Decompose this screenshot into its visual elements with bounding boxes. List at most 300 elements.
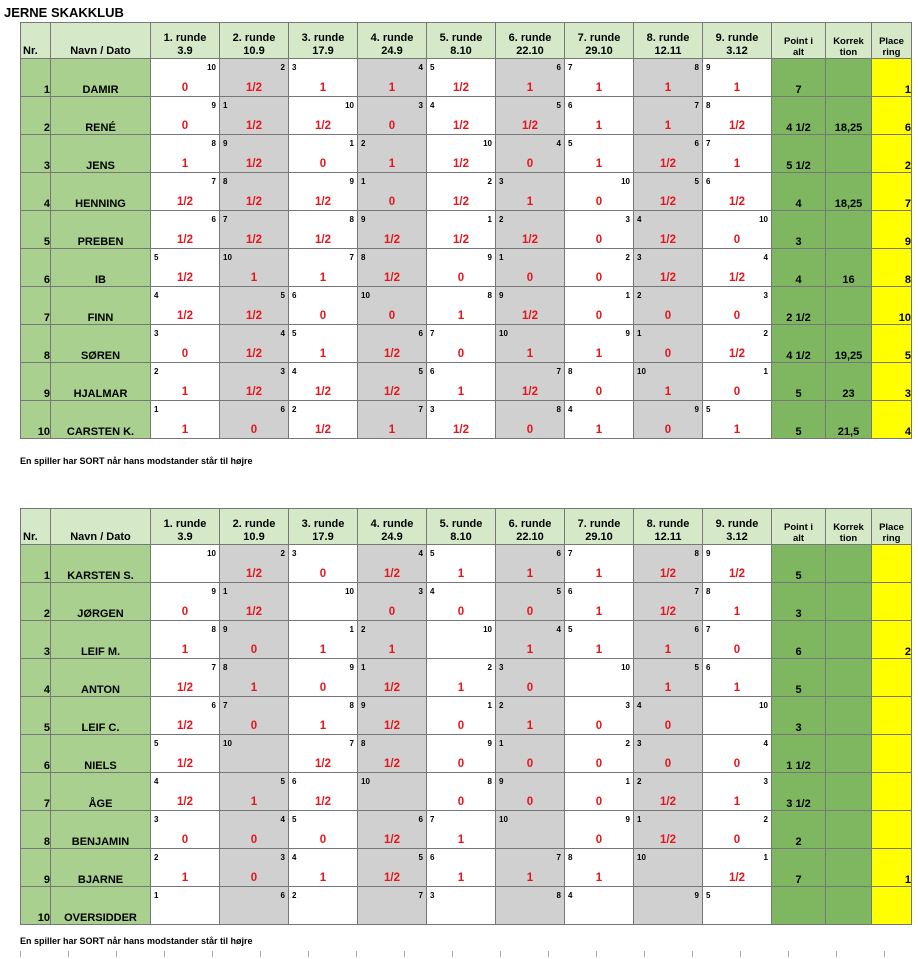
total-points (772, 887, 826, 925)
placering (872, 811, 912, 849)
opponent-number: 6 (568, 101, 573, 110)
round-result-cell (151, 735, 220, 773)
header-nr: Nr. (21, 23, 51, 59)
opponent-number: 3 (154, 815, 159, 824)
opponent-number: 5 (430, 549, 435, 558)
opponent-number: 3 (292, 549, 297, 558)
header-korrektion-line: tion (839, 533, 858, 544)
game-result: 1/2 (660, 272, 676, 284)
game-result: 1/2 (522, 234, 538, 246)
korrektion (826, 287, 872, 325)
korrektion: 23 (826, 363, 872, 401)
opponent-number: 3 (292, 63, 297, 72)
round-result-cell (634, 363, 703, 401)
round-result-cell (634, 545, 703, 583)
opponent-number: 7 (430, 329, 435, 338)
opponent-number: 7 (418, 405, 423, 414)
round-result-cell (427, 773, 496, 811)
game-result: 1/2 (246, 158, 262, 170)
round-result-cell (358, 401, 427, 439)
round-result-cell (496, 773, 565, 811)
round-result-cell (358, 135, 427, 173)
round-result-cell (358, 173, 427, 211)
player-name: RENÉ (51, 97, 151, 135)
game-result: 1 (526, 872, 534, 884)
round-result-cell (703, 621, 772, 659)
game-result: 1/2 (384, 872, 400, 884)
opponent-number: 6 (211, 215, 216, 224)
total-points: 4 (772, 173, 826, 211)
game-result: 0 (595, 234, 603, 246)
opponent-number: 2 (154, 853, 159, 862)
opponent-number: 8 (223, 663, 228, 672)
opponent-number: 8 (487, 291, 492, 300)
round-result-cell (634, 135, 703, 173)
round-result-cell (565, 773, 634, 811)
opponent-number: 6 (694, 139, 699, 148)
round-result-cell (151, 583, 220, 621)
game-result: 1 (595, 82, 603, 94)
player-name: ÅGE (51, 773, 151, 811)
opponent-number: 6 (292, 777, 297, 786)
round-result-cell (358, 211, 427, 249)
opponent-number: 1 (637, 815, 642, 824)
game-result: 1 (733, 424, 741, 436)
opponent-number: 6 (418, 815, 423, 824)
player-row (21, 249, 912, 287)
opponent-number: 9 (499, 291, 504, 300)
game-result: 1/2 (177, 682, 193, 694)
opponent-number: 8 (349, 701, 354, 710)
opponent-number: 1 (763, 367, 768, 376)
opponent-number: 8 (706, 101, 711, 110)
header-round (634, 23, 703, 59)
header-round (703, 509, 772, 545)
total-points: 1 1/2 (772, 735, 826, 773)
game-result: 1 (457, 834, 465, 846)
header-name: Navn / Dato (51, 509, 151, 545)
opponent-number: 1 (361, 663, 366, 672)
game-result: 1/2 (453, 196, 469, 208)
round-result-cell (634, 97, 703, 135)
round-result-cell (565, 583, 634, 621)
round-date: 24.9 (381, 531, 403, 543)
game-result: 0 (388, 120, 396, 132)
page-break-dashes (20, 951, 900, 957)
game-result: 1 (250, 796, 258, 808)
opponent-number: 10 (223, 739, 232, 748)
opponent-number: 5 (280, 777, 285, 786)
round-result-cell (634, 849, 703, 887)
player-name: IB (51, 249, 151, 287)
round-result-cell (220, 173, 289, 211)
header-placering-line: Place (879, 522, 904, 533)
round-result-cell (151, 401, 220, 439)
opponent-number: 8 (556, 405, 561, 414)
club-title: JERNE SKAKKLUB (4, 5, 124, 20)
opponent-number: 3 (280, 853, 285, 862)
round-result-cell (496, 849, 565, 887)
opponent-number: 2 (499, 701, 504, 710)
placering (872, 773, 912, 811)
player-number: 7 (21, 287, 51, 325)
round-result-cell (703, 659, 772, 697)
round-label: 9. runde (715, 518, 759, 530)
round-result-cell (151, 363, 220, 401)
opponent-number: 7 (706, 139, 711, 148)
round-result-cell (703, 249, 772, 287)
opponent-number: 7 (556, 367, 561, 376)
total-points: 5 (772, 363, 826, 401)
opponent-number: 3 (418, 587, 423, 596)
opponent-number: 10 (345, 101, 354, 110)
game-result: 1/2 (729, 568, 745, 580)
round-result-cell (151, 811, 220, 849)
opponent-number: 9 (499, 777, 504, 786)
opponent-number: 2 (637, 291, 642, 300)
total-points: 5 (772, 545, 826, 583)
opponent-number: 10 (361, 777, 370, 786)
round-result-cell (496, 659, 565, 697)
placering: 6 (872, 97, 912, 135)
round-result-cell (289, 211, 358, 249)
round-result-cell (634, 887, 703, 925)
opponent-number: 7 (349, 739, 354, 748)
round-result-cell (634, 697, 703, 735)
game-result: 1/2 (384, 234, 400, 246)
round-result-cell (427, 735, 496, 773)
round-result-cell (358, 363, 427, 401)
header-korrektion-line: Korrek (833, 522, 864, 533)
header-round (358, 509, 427, 545)
game-result: 0 (181, 82, 189, 94)
round-result-cell (358, 697, 427, 735)
opponent-number: 10 (483, 625, 492, 634)
header-round (565, 509, 634, 545)
header-row (21, 509, 912, 545)
opponent-number: 5 (154, 253, 159, 262)
header-round (220, 23, 289, 59)
round-result-cell (220, 135, 289, 173)
round-result-cell (358, 249, 427, 287)
opponent-number: 7 (418, 891, 423, 900)
round-result-cell (496, 621, 565, 659)
opponent-number: 7 (430, 815, 435, 824)
game-result: 1 (388, 644, 396, 656)
round-result-cell (289, 135, 358, 173)
opponent-number: 5 (556, 587, 561, 596)
opponent-number: 10 (621, 663, 630, 672)
player-row (21, 97, 912, 135)
opponent-number: 1 (154, 891, 159, 900)
game-result: 1/2 (660, 834, 676, 846)
game-result: 0 (181, 120, 189, 132)
round-date: 22.10 (516, 531, 544, 543)
opponent-number: 4 (430, 587, 435, 596)
round-result-cell (634, 173, 703, 211)
game-result: 1/2 (315, 196, 331, 208)
header-points (772, 509, 826, 545)
game-result: 1/2 (246, 120, 262, 132)
header-korrektion (826, 23, 872, 59)
opponent-number: 10 (637, 367, 646, 376)
game-result: 1/2 (453, 120, 469, 132)
game-result: 1 (457, 682, 465, 694)
opponent-number: 3 (280, 367, 285, 376)
opponent-number: 9 (223, 139, 228, 148)
opponent-number: 8 (568, 853, 573, 862)
opponent-number: 7 (223, 215, 228, 224)
opponent-number: 1 (349, 625, 354, 634)
total-points: 7 (772, 59, 826, 97)
round-result-cell (703, 583, 772, 621)
round-result-cell (151, 287, 220, 325)
player-row (21, 211, 912, 249)
opponent-number: 10 (621, 177, 630, 186)
opponent-number: 4 (280, 815, 285, 824)
round-result-cell (565, 363, 634, 401)
opponent-number: 5 (430, 63, 435, 72)
opponent-number: 6 (280, 405, 285, 414)
round-result-cell (634, 401, 703, 439)
game-result: 0 (733, 386, 741, 398)
round-result-cell (703, 735, 772, 773)
game-result: 1/2 (729, 348, 745, 360)
game-result: 1 (595, 568, 603, 580)
round-date: 3.9 (177, 531, 193, 543)
opponent-number: 10 (207, 63, 216, 72)
game-result: 0 (319, 834, 327, 846)
game-result: 1/2 (246, 196, 262, 208)
header-placering-line: Place (879, 36, 904, 47)
round-result-cell (565, 325, 634, 363)
game-result: 0 (181, 834, 189, 846)
korrektion (826, 211, 872, 249)
round-result-cell (289, 735, 358, 773)
game-result: 1/2 (384, 348, 400, 360)
header-korrektion (826, 509, 872, 545)
game-result: 1 (388, 82, 396, 94)
round-result-cell (220, 735, 289, 773)
round-result-cell (358, 887, 427, 925)
game-result: 1 (319, 82, 327, 94)
round-result-cell (565, 97, 634, 135)
player-name: HENNING (51, 173, 151, 211)
opponent-number: 6 (568, 587, 573, 596)
round-result-cell (151, 773, 220, 811)
header-round (427, 23, 496, 59)
opponent-number: 10 (207, 549, 216, 558)
game-result: 1/2 (660, 796, 676, 808)
round-result-cell (289, 401, 358, 439)
round-result-cell (496, 697, 565, 735)
player-row (21, 545, 912, 583)
player-name: BJARNE (51, 849, 151, 887)
opponent-number: 8 (568, 367, 573, 376)
round-result-cell (427, 849, 496, 887)
opponent-number: 3 (430, 891, 435, 900)
round-result-cell (634, 325, 703, 363)
opponent-number: 2 (763, 815, 768, 824)
round-label: 5. runde (439, 518, 483, 530)
round-result-cell (151, 621, 220, 659)
placering: 2 (872, 621, 912, 659)
round-result-cell (358, 287, 427, 325)
game-result: 1/2 (246, 386, 262, 398)
round-result-cell (151, 173, 220, 211)
opponent-number: 6 (694, 625, 699, 634)
round-result-cell (565, 211, 634, 249)
game-result: 0 (526, 606, 534, 618)
game-result: 0 (388, 310, 396, 322)
game-result: 1/2 (177, 310, 193, 322)
opponent-number: 2 (487, 663, 492, 672)
round-result-cell (220, 363, 289, 401)
round-result-cell (220, 97, 289, 135)
game-result: 0 (733, 758, 741, 770)
round-result-cell (151, 849, 220, 887)
opponent-number: 2 (280, 63, 285, 72)
game-result: 0 (388, 606, 396, 618)
game-result: 1 (733, 796, 741, 808)
round-result-cell (703, 773, 772, 811)
game-result: 0 (595, 386, 603, 398)
round-date: 3.12 (726, 531, 748, 543)
round-result-cell (427, 659, 496, 697)
game-result: 0 (595, 272, 603, 284)
header-korrektion-line: Korrek (833, 36, 864, 47)
opponent-number: 3 (418, 101, 423, 110)
round-result-cell (151, 97, 220, 135)
total-points: 5 (772, 401, 826, 439)
placering: 3 (872, 363, 912, 401)
round-result-cell (565, 887, 634, 925)
round-result-cell (634, 735, 703, 773)
round-result-cell (634, 811, 703, 849)
game-result: 1 (526, 720, 534, 732)
round-label: 5. runde (439, 32, 483, 44)
header-points (772, 23, 826, 59)
game-result: 0 (595, 834, 603, 846)
game-result: 1 (733, 682, 741, 694)
game-result: 1 (526, 644, 534, 656)
game-result: 1/2 (660, 606, 676, 618)
total-points: 2 1/2 (772, 287, 826, 325)
game-result: 1/2 (384, 272, 400, 284)
game-result: 0 (595, 796, 603, 808)
round-result-cell (427, 173, 496, 211)
opponent-number: 1 (499, 739, 504, 748)
round-result-cell (496, 363, 565, 401)
total-points: 6 (772, 621, 826, 659)
opponent-number: 6 (211, 701, 216, 710)
game-result: 1 (319, 872, 327, 884)
opponent-number: 1 (223, 101, 228, 110)
opponent-number: 8 (223, 177, 228, 186)
round-label: 3. runde (301, 518, 345, 530)
round-date: 10.9 (243, 531, 265, 543)
round-result-cell (703, 363, 772, 401)
round-result-cell (220, 621, 289, 659)
opponent-number: 5 (694, 177, 699, 186)
game-result: 1 (595, 424, 603, 436)
round-result-cell (358, 773, 427, 811)
round-result-cell (220, 287, 289, 325)
round-result-cell (151, 249, 220, 287)
opponent-number: 1 (625, 777, 630, 786)
round-label: 1. runde (163, 32, 207, 44)
total-points: 3 (772, 583, 826, 621)
opponent-number: 10 (759, 701, 768, 710)
round-label: 3. runde (301, 32, 345, 44)
player-row (21, 287, 912, 325)
opponent-number: 2 (292, 405, 297, 414)
player-number: 9 (21, 849, 51, 887)
game-result: 1/2 (177, 758, 193, 770)
opponent-number: 8 (556, 891, 561, 900)
round-result-cell (358, 97, 427, 135)
total-points: 4 1/2 (772, 97, 826, 135)
opponent-number: 1 (361, 177, 366, 186)
round-label: 2. runde (232, 32, 276, 44)
round-result-cell (151, 659, 220, 697)
round-label: 1. runde (163, 518, 207, 530)
round-result-cell (358, 325, 427, 363)
round-result-cell (289, 249, 358, 287)
opponent-number: 7 (211, 177, 216, 186)
game-result: 1 (595, 348, 603, 360)
round-result-cell (289, 659, 358, 697)
opponent-number: 3 (763, 291, 768, 300)
placering (872, 583, 912, 621)
opponent-number: 4 (568, 891, 573, 900)
round-result-cell (358, 811, 427, 849)
opponent-number: 7 (568, 63, 573, 72)
game-result: 1/2 (246, 234, 262, 246)
round-result-cell (220, 659, 289, 697)
opponent-number: 9 (487, 739, 492, 748)
game-result: 0 (457, 796, 465, 808)
opponent-number: 3 (625, 215, 630, 224)
round-result-cell (703, 887, 772, 925)
header-round (289, 509, 358, 545)
game-result: 1/2 (246, 82, 262, 94)
opponent-number: 4 (637, 215, 642, 224)
total-points: 5 (772, 659, 826, 697)
game-result: 1 (181, 158, 189, 170)
opponent-number: 8 (694, 549, 699, 558)
opponent-number: 8 (361, 739, 366, 748)
game-result: 1/2 (384, 720, 400, 732)
round-result-cell (151, 211, 220, 249)
opponent-number: 10 (637, 853, 646, 862)
game-result: 1/2 (315, 758, 331, 770)
player-number: 2 (21, 583, 51, 621)
total-points: 5 1/2 (772, 135, 826, 173)
opponent-number: 4 (292, 367, 297, 376)
korrektion (826, 59, 872, 97)
game-result: 0 (250, 872, 258, 884)
opponent-number: 6 (556, 549, 561, 558)
header-points-line: Point i (783, 522, 814, 533)
player-number: 9 (21, 363, 51, 401)
opponent-number: 1 (487, 701, 492, 710)
round-label: 7. runde (577, 32, 621, 44)
opponent-number: 4 (154, 777, 159, 786)
game-result: 0 (526, 272, 534, 284)
round-result-cell (634, 287, 703, 325)
round-result-cell (220, 545, 289, 583)
